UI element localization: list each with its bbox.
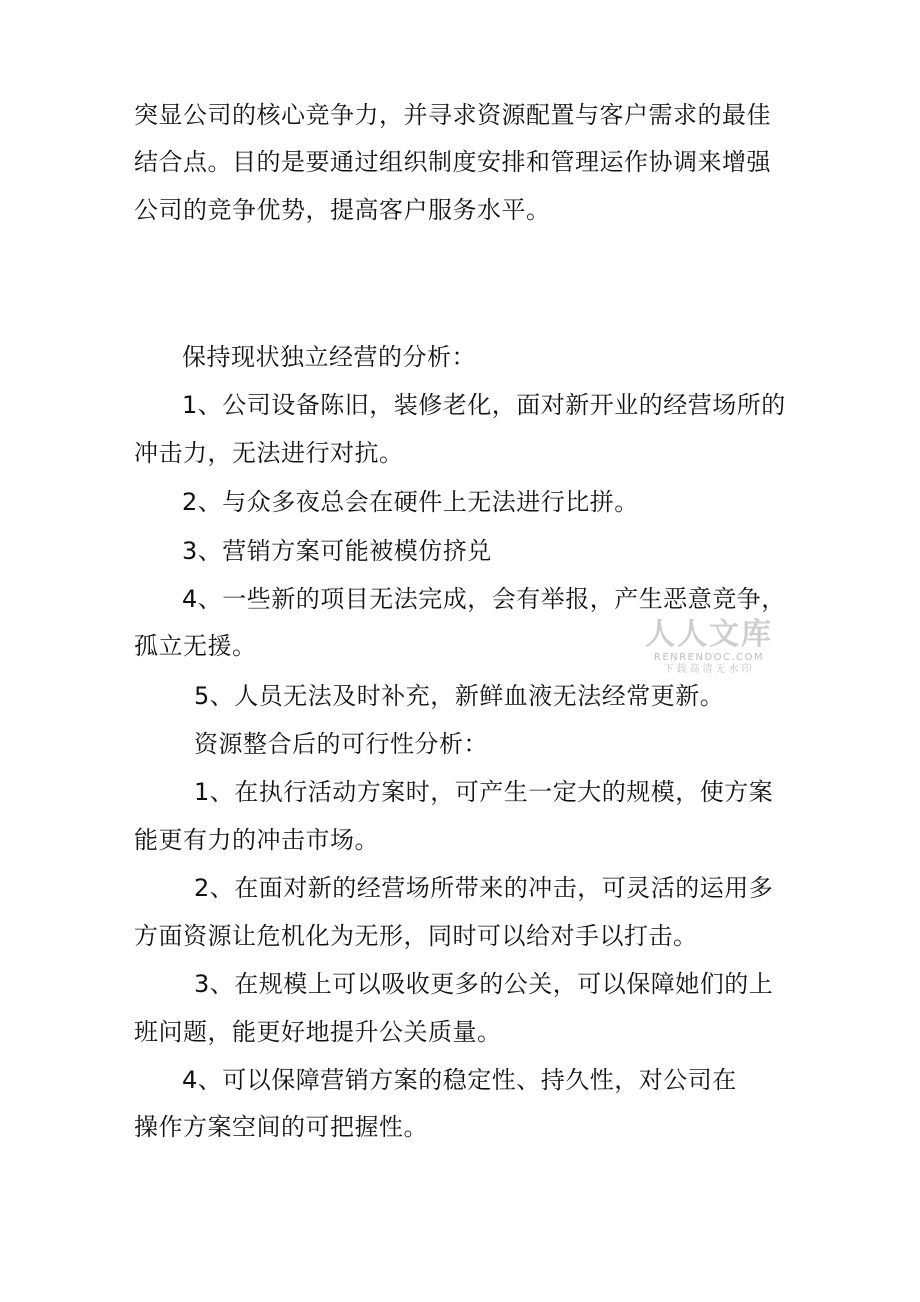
integration-item-4-line-2: 操作方案空间的可把握性。 xyxy=(134,1113,428,1141)
status-quo-item-1-line-2: 冲击力，无法进行对抗。 xyxy=(134,439,404,467)
status-quo-item-5: 5、人员无法及时补充，新鲜血液无法经常更新。 xyxy=(194,682,725,710)
integration-item-3-line-1: 3、在规模上可以吸收更多的公关，可以保障她们的上 xyxy=(194,970,774,998)
integration-item-4-line-1: 4、可以保障营销方案的稳定性、持久性，对公司在 xyxy=(182,1066,737,1094)
intro-line-2: 结合点。目的是要通过组织制度安排和管理运作协调来增强 xyxy=(134,148,771,176)
integration-item-2-line-1: 2、在面对新的经营场所带来的冲击，可灵活的运用多 xyxy=(194,874,774,902)
integration-item-1-line-2: 能更有力的冲击市场。 xyxy=(134,826,379,854)
watermark-title: 人人文库 xyxy=(645,617,773,652)
status-quo-item-4-line-2: 孤立无援。 xyxy=(134,632,257,660)
intro-line-3: 公司的竞争优势，提高客户服务水平。 xyxy=(134,196,551,224)
integration-item-1-line-1: 1、在执行活动方案时，可产生一定大的规模，使方案 xyxy=(194,778,774,806)
watermark-url: RENRENDOC.COM xyxy=(653,652,765,663)
integration-item-3-line-2: 班问题，能更好地提升公关质量。 xyxy=(134,1018,502,1046)
status-quo-item-1-line-1: 1、公司设备陈旧，装修老化，面对新开业的经营场所的 xyxy=(182,391,786,419)
status-quo-heading: 保持现状独立经营的分析： xyxy=(182,343,476,371)
status-quo-item-3: 3、营销方案可能被模仿挤兑 xyxy=(182,537,492,565)
intro-line-1: 突显公司的核心竞争力，并寻求资源配置与客户需求的最佳 xyxy=(134,101,771,129)
status-quo-item-2: 2、与众多夜总会在硬件上无法进行比拼。 xyxy=(182,488,639,516)
status-quo-item-4-line-1: 4、一些新的项目无法完成，会有举报，产生恶意竞争， xyxy=(182,585,786,613)
integration-item-2-line-2: 方面资源让危机化为无形，同时可以给对手以打击。 xyxy=(134,922,698,950)
watermark-subtitle: 下载高清无水印 xyxy=(663,664,755,675)
watermark-logo xyxy=(644,618,774,676)
integration-heading: 资源整合后的可行性分析： xyxy=(194,730,488,758)
